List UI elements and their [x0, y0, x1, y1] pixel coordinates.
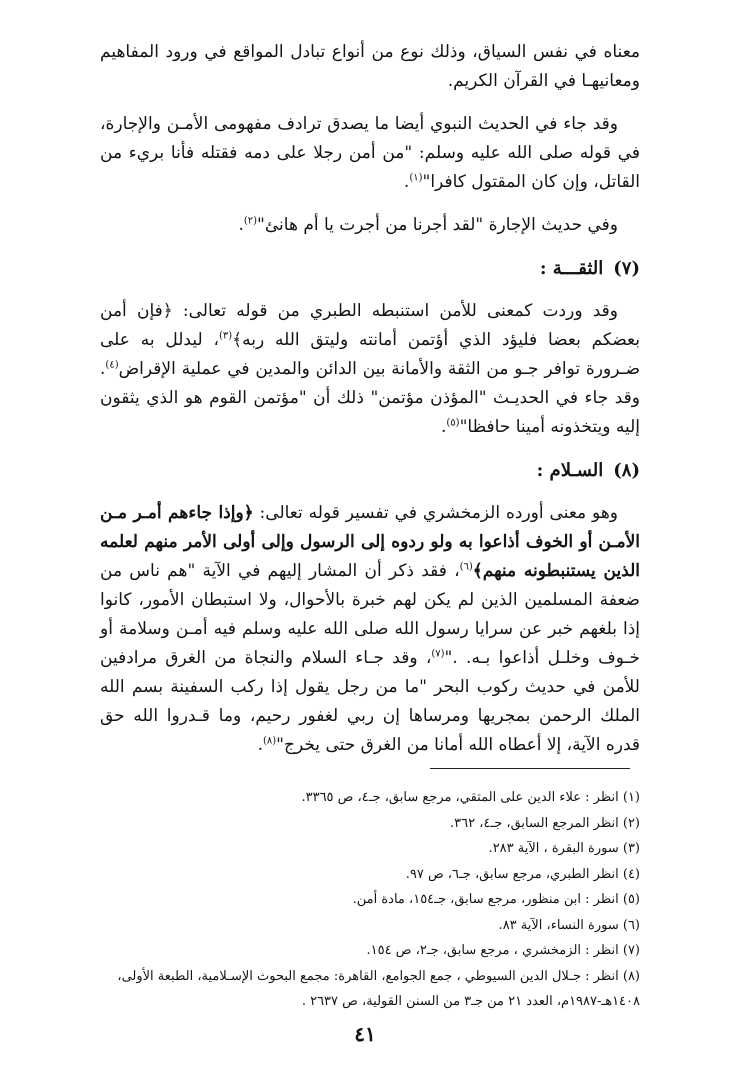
- footnote-2: (٢) انظر المرجع السابق، جـ٤، ٣٦٢.: [450, 815, 640, 831]
- paragraph-3: وفي حديث الإجارة "لقد أجرنا من أجرت يا أم هانئ"$^{(٢)}$.: [238, 215, 618, 235]
- paragraph-4-text-b: ، ليدلل به على ضـرورة توافر جـو من الثقة والأمانة بين الدائن والمدين في عملية الإقراض: [100, 330, 640, 379]
- paragraph-1: [100, 38, 640, 96]
- main-text: [100, 38, 640, 774]
- paragraph-5-text-a: وهو معنى أورده الزمخشري في تفسير قوله تعالى:: [253, 503, 618, 523]
- paragraph-4-text-c: . وقد جاء في الحديـث "المؤذن مؤتمن" ذلك أن "مؤتمن القوم هو الذي يثقون إليه ويتخذونه أمينا حافظا": [100, 359, 640, 437]
- footnote-4: (٤) انظر الطبري، مرجع سابق، جـ٦، ص ٩٧.: [405, 866, 640, 882]
- footnote-1: (١) انظر : علاء الدين على المتقي، مرجع سابق، جـ٤، ص ٣٣٦٥.: [301, 790, 640, 805]
- paragraph-4: وقد وردت كمعنى للأمن استنبطه الطبري من قوله تعالى: ﴿فإن أمن بعضكم بعضا فليؤد الذي أؤتمن أمانته وليتق الله ربه﴾$^{(٣)}$، ليدلل به على ضـرورة توافر جـو من الثقة والأمانة بين الدائن والمدين في عملية الإقراض$^{(٤)}$. وقد جاء في الحديـث "المؤذن مؤتمن" ذلك أن "مؤتمن القوم هو الذي يثقون إليه ويتخذونه أمينا حافظا"$^{(٥)}$.: [100, 301, 640, 437]
- paragraph-4-text-a: وقد وردت كمعنى للأمن استنبطه الطبري من قوله تعالى: ﴿فإن أمن بعضكم بعضا فليؤد الذي أؤتمن أمانته وليتق الله ربه﴾: [100, 301, 640, 350]
- footnote-7: (٧) انظر : الزمخشري ، مرجع سابق، جـ٢، ص ١٥٤.: [366, 943, 640, 958]
- paragraph-3-text: وفي حديث الإجارة "لقد أجرنا من أجرت يا أم هانئ": [257, 215, 618, 235]
- footnote-ref-6: (٦): [459, 561, 473, 573]
- footnote-6: (٦) سورة النساء، الآية ٨٣.: [498, 917, 640, 933]
- page-number: ٤١: [354, 1022, 376, 1046]
- footnote-ref-2: (٢): [243, 215, 258, 227]
- footnotes: [90, 785, 640, 1015]
- footnote-5: (٥) انظر : ابن منظور، مرجع سابق، جـ١٥٤، مادة أمن.: [352, 892, 640, 907]
- footnote-divider: [430, 768, 630, 769]
- footnote-ref-3: (٣): [218, 330, 233, 342]
- section-number: (٨): [613, 460, 640, 481]
- paragraph-2-text: وقد جاء في الحديث النبوي أيضا ما يصدق ترادف مفهومى الأمـن والإجارة، في قوله صلى الله عليه وسلم: "من أمن رجلا على دمه فقتله فأنا بريء من القاتل، وإن كان المقتول كافرا": [100, 114, 640, 192]
- section-heading-7: [100, 254, 640, 283]
- paragraph-2: وقد جاء في الحديث النبوي أيضا ما يصدق ترادف مفهومى الأمـن والإجارة، في قوله صلى الله عليه وسلم: "من أمن رجلا على دمه فقتله فأنا بريء من القاتل، وإن كان المقتول كافرا"$^{(١)}$.: [100, 114, 640, 192]
- footnote-ref-8: (٨): [262, 735, 277, 747]
- section-number: (٧): [613, 258, 640, 279]
- footnote-8: (٨) انظر : جـلال الدين السيوطي ، جمع الجوامع، القاهرة: مجمع البحوث الإسـلامية، الطبعة الأولى، ١٤٠٨هـ-١٩٨٧م، العدد ٢١ من جـ٣ من السنن القولية، ص ٢٦٣٧ .: [117, 968, 640, 1009]
- footnote-ref-1: (١): [409, 172, 423, 184]
- quran-verse: ﴿وإذا جاءهم أمـر مـن الأمـن أو الخوف أذاعوا به ولو ردوه إلى الرسول وإلى أولى الأمر منهم لعلمه الذين يستنبطونه منهم﴾: [100, 503, 641, 581]
- paragraph-5-text-c: ، وقد جـاء السلام والنجاة من الغرق مرادفين للأمن في حديث ركوب البحر "ما من رجل يقول إذا ركب السفينة بسم الله الملك الرحمن بمجريها ومرساها إن ربي لغفور رحيم، وما قـدروا الله حق قدره الآية، إلا أعطاه الله أمانا من الغرق حتى يخرج": [100, 648, 640, 755]
- paragraph-5-text-b: ، فقد ذكر أن المشار إليهم في الآية "هم ناس من ضعفة المسلمين الذين لم يكن لهم خبرة بالأحوال، ولا استبطان الأمور، كانوا إذا بلغهم خبر عن سرايا رسول الله صلى الله عليه وسلم فيه أمـن وسلامة أو خـوف وخلـل أذاعوا بـه. .": [100, 561, 640, 668]
- section-title: السـلام :: [536, 460, 604, 481]
- footnote-ref-4: (٤): [105, 359, 119, 371]
- section-heading-8: [100, 456, 640, 485]
- footnote-3: (٣) سورة البقرة ، الآية ٢٨٣.: [488, 841, 640, 856]
- paragraph-1-text: معناه في نفس السياق، وذلك نوع من أنواع تبادل المواقع في ورود المفاهيم ومعانيهـا في القرآن الكريم.: [100, 42, 640, 91]
- footnote-ref-7: (٧): [431, 648, 445, 660]
- paragraph-5: وهو معنى أورده الزمخشري في تفسير قوله تعالى: ﴿وإذا جاءهم أمـر مـن الأمـن أو الخوف أذاعوا به ولو ردوه إلى الرسول وإلى أولى الأمر منهم لعلمه الذين يستنبطونه منهم﴾$^{(٦)}$، فقد ذكر أن المشار إليهم في الآية "هم ناس من ضعفة المسلمين الذين لم يكن لهم خبرة بالأحوال، ولا استبطان الأمور، كانوا إذا بلغهم خبر عن سرايا رسول الله صلى الله عليه وسلم فيه أمـن وسلامة أو خـوف وخلـل أذاعوا بـه. ."$^{(٧)}$، وقد جـاء السلام والنجاة من الغرق مرادفين للأمن في حديث ركوب البحر "ما من رجل يقول إذا ركب السفينة بسم الله الملك الرحمن بمجريها ومرساها إن ربي لغفور رحيم، وما قـدروا الله حق قدره الآية، إلا أعطاه الله أمانا من الغرق حتى يخرج"$^{(٨)}$.: [100, 503, 641, 755]
- footnote-ref-5: (٥): [446, 417, 460, 429]
- section-title: الثقـــة :: [539, 258, 604, 279]
